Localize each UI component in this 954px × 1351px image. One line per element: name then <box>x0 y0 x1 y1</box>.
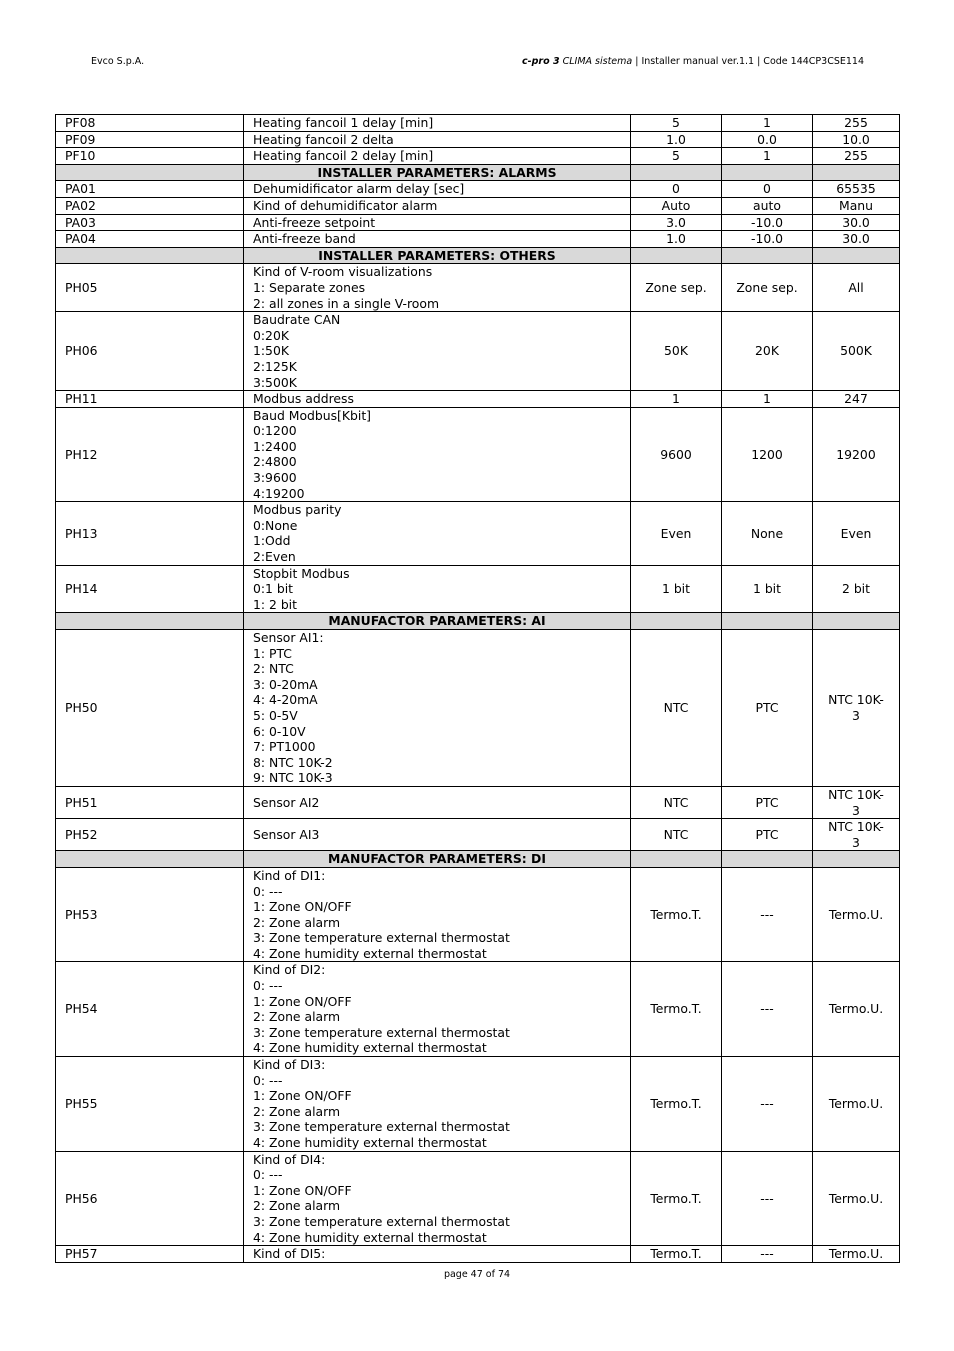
parameter-row <box>56 1151 900 1246</box>
page-number: page 47 of 74 <box>443 1269 511 1280</box>
min-value: -10.0 <box>722 214 813 231</box>
min-value: --- <box>722 1057 813 1152</box>
parameter-row <box>56 214 900 231</box>
parameter-description <box>244 131 631 148</box>
description-line: 0:1200 <box>253 423 297 439</box>
max-value <box>813 786 900 818</box>
parameter-table <box>55 114 900 1263</box>
max-value: 19200 <box>813 407 900 502</box>
section-spacer-cell <box>813 164 900 181</box>
min-value: --- <box>722 1246 813 1263</box>
parameter-description <box>244 565 631 613</box>
default-value: Termo.T. <box>631 1151 722 1246</box>
max-value: 30.0 <box>813 231 900 248</box>
section-title: INSTALLER PARAMETERS: OTHERS <box>244 247 631 264</box>
description-line: Heating fancoil 2 delay [min] <box>253 148 434 164</box>
parameter-code: PH53 <box>56 867 244 962</box>
parameter-code: PF08 <box>56 115 244 132</box>
section-header-row <box>56 613 900 630</box>
section-header-row <box>56 851 900 868</box>
parameter-code: PH56 <box>56 1151 244 1246</box>
parameter-code: PA01 <box>56 181 244 198</box>
default-value: NTC <box>631 786 722 818</box>
min-value: Zone sep. <box>722 264 813 312</box>
description-line: 1: Zone ON/OFF <box>253 899 352 915</box>
parameter-code: PA02 <box>56 197 244 214</box>
section-spacer-cell <box>813 851 900 868</box>
section-spacer-cell <box>631 247 722 264</box>
min-value: 20K <box>722 312 813 391</box>
max-value: Manu <box>813 197 900 214</box>
parameter-description <box>244 148 631 165</box>
max-value: Termo.U. <box>813 867 900 962</box>
parameter-row <box>56 407 900 502</box>
description-line: Kind of DI1: <box>253 867 326 883</box>
min-value: 1 bit <box>722 565 813 613</box>
description-line: 2: Zone alarm <box>253 1198 341 1214</box>
description-line: Kind of dehumidificator alarm <box>253 197 438 213</box>
description-line: 0: --- <box>253 883 283 899</box>
description-line: 0:1 bit <box>253 581 294 597</box>
section-spacer-cell <box>56 851 244 868</box>
default-value: 5 <box>631 115 722 132</box>
description-line: 1:Odd <box>253 533 291 549</box>
max-value: 65535 <box>813 181 900 198</box>
max-value: Termo.U. <box>813 1151 900 1246</box>
max-value-line: 3 <box>852 802 860 818</box>
max-value: Even <box>813 502 900 565</box>
description-line: Kind of DI2: <box>253 962 326 978</box>
description-line: 1: 2 bit <box>253 596 297 612</box>
parameter-row <box>56 115 900 132</box>
section-spacer-cell <box>631 164 722 181</box>
description-line: 1: PTC <box>253 645 292 661</box>
description-line: 2:125K <box>253 358 297 374</box>
parameter-code: PH05 <box>56 264 244 312</box>
min-value: 0.0 <box>722 131 813 148</box>
description-line: Sensor AI3 <box>253 826 320 842</box>
min-value: auto <box>722 197 813 214</box>
parameter-row <box>56 131 900 148</box>
description-line: 3:9600 <box>253 470 297 486</box>
parameter-row <box>56 148 900 165</box>
default-value: NTC <box>631 630 722 787</box>
default-value: 3.0 <box>631 214 722 231</box>
description-line: 4: 4-20mA <box>253 692 318 708</box>
parameter-code: PH52 <box>56 819 244 851</box>
description-line: 0: --- <box>253 1167 283 1183</box>
parameter-description <box>244 630 631 787</box>
description-line: Stopbit Modbus <box>253 565 350 581</box>
parameter-row <box>56 565 900 613</box>
section-spacer-cell <box>722 247 813 264</box>
min-value: 1 <box>722 148 813 165</box>
parameter-description <box>244 197 631 214</box>
description-line: 2:4800 <box>253 454 297 470</box>
max-value <box>813 819 900 851</box>
description-line: 2:Even <box>253 549 296 565</box>
description-line: 4:19200 <box>253 485 305 501</box>
description-line: 3:500K <box>253 374 297 390</box>
min-value: 1200 <box>722 407 813 502</box>
parameter-row <box>56 630 900 787</box>
parameter-code: PH14 <box>56 565 244 613</box>
max-value-line: NTC 10K- <box>828 819 884 835</box>
description-line: Modbus parity <box>253 502 342 518</box>
description-line: 4: Zone humidity external thermostat <box>253 1040 487 1056</box>
min-value: --- <box>722 867 813 962</box>
section-header-row <box>56 164 900 181</box>
parameter-row <box>56 962 900 1057</box>
default-value: Termo.T. <box>631 1057 722 1152</box>
description-line: 4: Zone humidity external thermostat <box>253 1135 487 1150</box>
min-value: 1 <box>722 115 813 132</box>
description-line: 0: --- <box>253 1072 283 1088</box>
min-value: PTC <box>722 786 813 818</box>
section-title: INSTALLER PARAMETERS: ALARMS <box>244 164 631 181</box>
parameter-description <box>244 819 631 851</box>
parameter-code: PH54 <box>56 962 244 1057</box>
description-line: 0:None <box>253 517 298 533</box>
description-line: 1: Separate zones <box>253 279 366 295</box>
default-value: Auto <box>631 197 722 214</box>
max-value <box>813 630 900 787</box>
max-value: 255 <box>813 115 900 132</box>
section-spacer-cell <box>722 613 813 630</box>
parameter-row <box>56 502 900 565</box>
max-value-line: NTC 10K- <box>828 786 884 802</box>
section-spacer-cell <box>722 851 813 868</box>
description-line: 6: 0-10V <box>253 723 306 739</box>
min-value: None <box>722 502 813 565</box>
default-value: NTC <box>631 819 722 851</box>
description-line: 3: Zone temperature external thermostat <box>253 930 510 946</box>
default-value: Termo.T. <box>631 867 722 962</box>
section-header-row <box>56 247 900 264</box>
description-line: Anti-freeze band <box>253 231 356 247</box>
default-value: 1.0 <box>631 131 722 148</box>
parameter-row <box>56 197 900 214</box>
max-value-line: 3 <box>852 834 860 850</box>
description-line: Baud Modbus[Kbit] <box>253 407 372 423</box>
max-value: Termo.U. <box>813 1246 900 1263</box>
parameter-description <box>244 407 631 502</box>
parameter-code: PH06 <box>56 312 244 391</box>
description-line: Dehumidificator alarm delay [sec] <box>253 181 465 197</box>
description-line: 8: NTC 10K-2 <box>253 754 333 770</box>
parameter-code: PH12 <box>56 407 244 502</box>
parameter-code: PA03 <box>56 214 244 231</box>
parameter-description <box>244 391 631 408</box>
default-value: 1 bit <box>631 565 722 613</box>
max-value: Termo.U. <box>813 1057 900 1152</box>
min-value: PTC <box>722 630 813 787</box>
default-value: 0 <box>631 181 722 198</box>
default-value: Even <box>631 502 722 565</box>
description-line: 3: Zone temperature external thermostat <box>253 1119 510 1135</box>
default-value: Termo.T. <box>631 962 722 1057</box>
parameter-code: PH55 <box>56 1057 244 1152</box>
default-value: 5 <box>631 148 722 165</box>
description-line: Heating fancoil 2 delta <box>253 131 394 147</box>
description-line: 7: PT1000 <box>253 739 316 755</box>
default-value: 50K <box>631 312 722 391</box>
description-line: 3: Zone temperature external thermostat <box>253 1213 510 1229</box>
parameter-row <box>56 786 900 818</box>
parameter-row <box>56 1246 900 1263</box>
parameter-description <box>244 1151 631 1246</box>
description-line: 0:20K <box>253 327 289 343</box>
header-product-sub: CLIMA sistema <box>562 56 633 67</box>
description-line: Baudrate CAN <box>253 312 341 328</box>
parameter-row <box>56 1057 900 1152</box>
max-value: Termo.U. <box>813 962 900 1057</box>
description-line: Kind of DI4: <box>253 1151 326 1167</box>
parameter-code: PH13 <box>56 502 244 565</box>
description-line: Heating fancoil 1 delay [min] <box>253 115 434 130</box>
min-value: 0 <box>722 181 813 198</box>
section-spacer-cell <box>56 247 244 264</box>
max-value: 30.0 <box>813 214 900 231</box>
description-line: Sensor AI1: <box>253 630 324 645</box>
max-value-line: 3 <box>852 707 860 723</box>
parameter-code: PF10 <box>56 148 244 165</box>
parameter-row <box>56 264 900 312</box>
description-line: 3: 0-20mA <box>253 676 318 692</box>
section-spacer-cell <box>631 613 722 630</box>
description-line: 4: Zone humidity external thermostat <box>253 1229 487 1245</box>
max-value: All <box>813 264 900 312</box>
parameter-description <box>244 1246 631 1263</box>
parameter-description <box>244 231 631 248</box>
description-line: Anti-freeze setpoint <box>253 214 376 230</box>
parameter-code: PA04 <box>56 231 244 248</box>
default-value: 9600 <box>631 407 722 502</box>
max-value: 2 bit <box>813 565 900 613</box>
max-value: 10.0 <box>813 131 900 148</box>
parameter-description <box>244 502 631 565</box>
description-line: 3: Zone temperature external thermostat <box>253 1024 510 1040</box>
max-value: 500K <box>813 312 900 391</box>
default-value: Zone sep. <box>631 264 722 312</box>
max-value: 255 <box>813 148 900 165</box>
parameter-code: PH11 <box>56 391 244 408</box>
header-doc-info <box>522 56 864 67</box>
description-line: Modbus address <box>253 391 354 407</box>
min-value: --- <box>722 1151 813 1246</box>
parameter-description <box>244 115 631 132</box>
parameter-description <box>244 786 631 818</box>
parameter-description <box>244 1057 631 1152</box>
parameter-code: PH51 <box>56 786 244 818</box>
max-value-line: NTC 10K- <box>828 692 884 708</box>
header-product: c-pro 3 <box>522 56 560 67</box>
description-line: 4: Zone humidity external thermostat <box>253 945 487 961</box>
parameter-row <box>56 312 900 391</box>
description-line: 2: Zone alarm <box>253 1009 341 1025</box>
section-spacer-cell <box>813 613 900 630</box>
min-value: PTC <box>722 819 813 851</box>
parameter-description <box>244 962 631 1057</box>
min-value: -10.0 <box>722 231 813 248</box>
parameter-row <box>56 391 900 408</box>
min-value: 1 <box>722 391 813 408</box>
header-manual-info: | Installer manual ver.1.1 | Code 144CP3CSE114 <box>632 56 864 67</box>
parameter-row <box>56 231 900 248</box>
description-line: Kind of DI3: <box>253 1057 326 1073</box>
description-line: 0: --- <box>253 978 283 994</box>
parameter-table-body <box>56 115 900 1263</box>
parameter-row <box>56 181 900 198</box>
parameter-description <box>244 181 631 198</box>
description-line: Kind of V-room visualizations <box>253 264 433 280</box>
parameter-code: PF09 <box>56 131 244 148</box>
description-line: 5: 0-5V <box>253 707 298 723</box>
parameter-description <box>244 214 631 231</box>
description-line: 1: Zone ON/OFF <box>253 993 352 1009</box>
description-line: Sensor AI2 <box>253 794 320 810</box>
section-title: MANUFACTOR PARAMETERS: AI <box>244 613 631 630</box>
parameter-description <box>244 312 631 391</box>
section-spacer-cell <box>813 247 900 264</box>
description-line: 1:50K <box>253 343 289 359</box>
section-spacer-cell <box>631 851 722 868</box>
description-line: 2: Zone alarm <box>253 914 341 930</box>
section-title: MANUFACTOR PARAMETERS: DI <box>244 851 631 868</box>
description-line: 1:2400 <box>253 438 297 454</box>
description-line: 1: Zone ON/OFF <box>253 1182 352 1198</box>
max-value: 247 <box>813 391 900 408</box>
parameter-row <box>56 819 900 851</box>
description-line: 2: all zones in a single V-room <box>253 295 440 311</box>
parameter-code: PH50 <box>56 630 244 787</box>
parameter-row <box>56 867 900 962</box>
description-line: Kind of DI5: <box>253 1246 326 1262</box>
description-line: 1: Zone ON/OFF <box>253 1088 352 1104</box>
default-value: 1.0 <box>631 231 722 248</box>
default-value: Termo.T. <box>631 1246 722 1263</box>
default-value: 1 <box>631 391 722 408</box>
parameter-description <box>244 867 631 962</box>
description-line: 9: NTC 10K-3 <box>253 770 333 786</box>
min-value: --- <box>722 962 813 1057</box>
parameter-description <box>244 264 631 312</box>
parameter-code: PH57 <box>56 1246 244 1263</box>
header-company: Evco S.p.A. <box>91 56 145 67</box>
description-line: 2: NTC <box>253 661 294 677</box>
section-spacer-cell <box>56 613 244 630</box>
description-line: 2: Zone alarm <box>253 1103 341 1119</box>
section-spacer-cell <box>56 164 244 181</box>
section-spacer-cell <box>722 164 813 181</box>
